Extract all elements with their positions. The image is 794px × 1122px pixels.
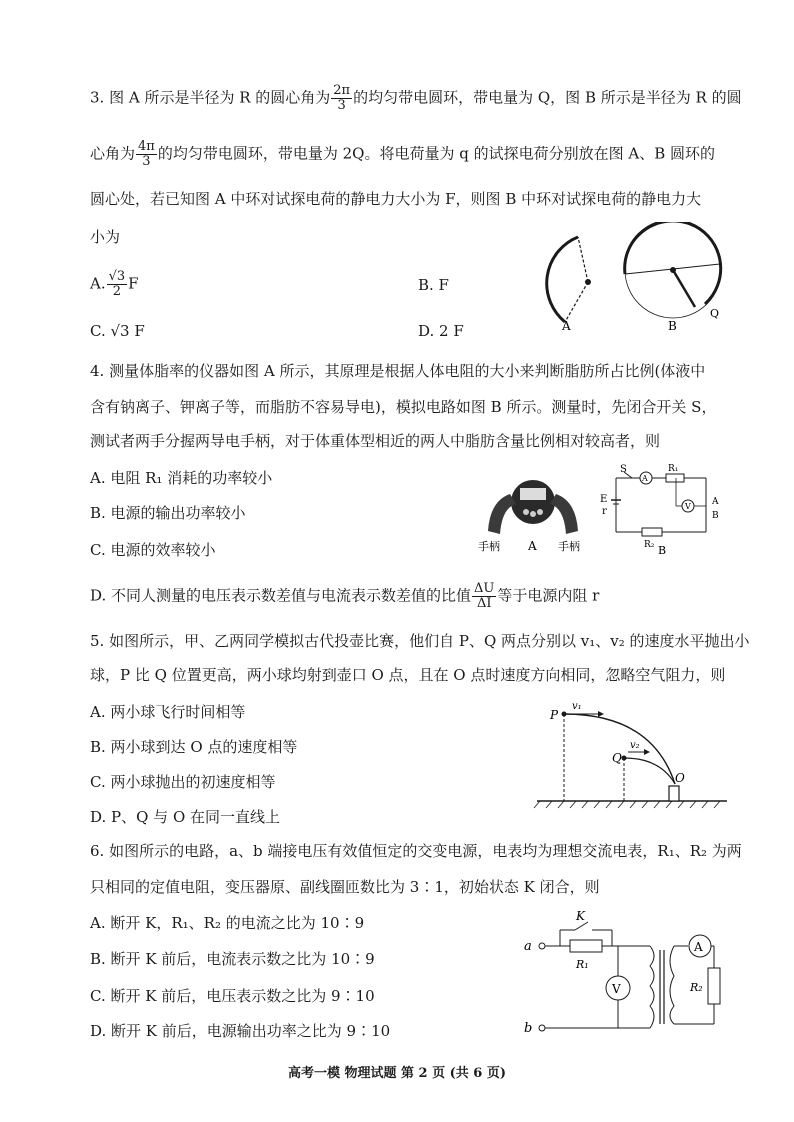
figure-a-label: A (528, 539, 537, 553)
q3-option-a-fraction (107, 270, 128, 299)
q4-line-2: 含有钠离子、钾离子等，而脂肪不容易导电)，模拟电路如图 B 所示。测量时，先闭合开关 S， (90, 398, 717, 416)
q6-option-c: C. 断开 K 前后，电压表示数之比为 9∶10 (90, 987, 375, 1005)
fraction-denominator: 3 (337, 98, 346, 113)
figure-a-left-label: 手柄 (478, 540, 500, 553)
primary-coil (650, 946, 654, 1028)
label-r1: R₁ (576, 958, 589, 971)
q5-option-a: A. 两小球飞行时间相等 (90, 703, 246, 721)
q5-option-d: D. P、Q 与 O 在同一直线上 (90, 808, 281, 826)
trajectory-q (624, 758, 675, 784)
fraction-denominator: 2 (112, 284, 122, 299)
device-button (530, 511, 536, 517)
arc-a (547, 237, 578, 322)
voltmeter-label: V (612, 982, 621, 996)
resistor-r2 (708, 968, 720, 1004)
resistor-r1 (666, 474, 684, 482)
q3-line-2 (90, 140, 715, 169)
q6-option-a: A. 断开 K，R₁、R₂ 的电流之比为 10∶9 (90, 914, 365, 932)
device-button (523, 509, 529, 515)
ground-hatch (618, 801, 624, 808)
ground-hatch (546, 801, 552, 808)
q3-figure-b (625, 222, 721, 333)
q4-line-3: 测试者两手分握两导电手柄，对于体重体型相近的两人中脂肪含量比例相对较高者，则 (90, 432, 661, 450)
q4-option-d (90, 582, 599, 611)
q5-line-2: 球，P 比 Q 位置更高，两小球均射到壶口 O 点，且在 O 点时速度方向相同，忽略空气阻力，则 (90, 666, 726, 684)
resistor-r1-label: R₁ (668, 464, 679, 474)
option-text: 等于电源内阻 r (497, 586, 600, 605)
ground-hatch (714, 801, 720, 808)
ground-hatch (594, 801, 600, 808)
option-letter: A. (90, 274, 106, 293)
trajectory-p (564, 714, 675, 784)
label-q: Q (612, 751, 622, 765)
q4-option-c: C. 电源的效率较小 (90, 541, 216, 559)
page-footer: 高考一模 物理试题 第 2 页 (共 6 页) (287, 1066, 507, 1081)
q3-figure-a (547, 237, 591, 333)
terminal-a-label: A (712, 497, 719, 507)
arc-b (625, 222, 721, 304)
ground-hatch (558, 801, 564, 808)
q6-line-2: 只相同的定值电阻，变压器原、副线圈匝数比为 3∶1，初始状态 K 闭合，则 (90, 878, 600, 896)
q3-text: 的均匀带电圆环，带电量为 Q，图 B 所示是半径为 R 的圆 (353, 88, 742, 107)
resistor-r1 (570, 940, 602, 952)
ammeter-label: A (694, 940, 703, 954)
ground-hatch (582, 801, 588, 808)
ground-hatch (654, 801, 660, 808)
q3-line-1 (90, 84, 742, 113)
label-p: P (550, 708, 559, 722)
q3-text: 3. 图 A 所示是半径为 R 的圆心角为 (90, 88, 331, 107)
label-o: O (675, 771, 685, 785)
q3-fraction-2pi-3 (331, 84, 352, 113)
arrowhead (598, 711, 604, 717)
radius-line (565, 282, 588, 322)
switch-label: S (620, 464, 627, 475)
label-a: a (524, 939, 532, 954)
q4-line-1: 4. 测量体脂率的仪器如图 A 所示，其原理是根据人体电阻的大小来判断脂肪所占比例(体液中 (90, 362, 706, 380)
q6-option-b: B. 断开 K 前后，电流表示数之比为 10∶9 (90, 950, 375, 968)
q4-figure-b (596, 462, 731, 557)
q4-option-a: A. 电阻 R₁ 消耗的功率较小 (90, 469, 273, 487)
resistor-r2-label: R₂ (644, 540, 655, 550)
battery-e-label: E (600, 494, 608, 505)
label-b: b (524, 1021, 533, 1036)
ground-hatch (642, 801, 648, 808)
fraction-numerator: √3 (108, 269, 126, 284)
ground-hatch (630, 801, 636, 808)
label-r2: R₂ (690, 981, 703, 994)
center-dot (670, 267, 676, 273)
switch-k (575, 922, 588, 930)
ground-hatch (678, 801, 684, 808)
q4-option-b: B. 电源的输出功率较小 (90, 504, 246, 522)
figure-b-label: B (658, 544, 667, 557)
option-text: D. 不同人测量的电压表示数差值与电流表示数差值的比值 (90, 586, 472, 605)
figure-b-charge-label: Q (710, 307, 720, 320)
terminal-b-label: B (712, 511, 719, 521)
q3-line-3: 圆心处，若已知图 A 中环对试探电荷的静电力大小为 F，则图 B 中环对试探电荷的静电力大 (90, 190, 702, 208)
device-button (537, 509, 543, 515)
center-dot (585, 279, 591, 285)
fraction-numerator: ΔU (474, 581, 495, 596)
q3-text: 的均匀带电圆环，带电量为 2Q。将电荷量为 q 的试探电荷分别放在图 A、B 圆环的 (157, 144, 715, 163)
pot-vase (669, 786, 679, 801)
fraction-denominator: 3 (142, 154, 151, 169)
terminal-a (539, 943, 545, 949)
ground-hatch (690, 801, 696, 808)
figure-a-label: A (562, 319, 571, 333)
figure-a-right-label: 手柄 (558, 540, 580, 553)
fraction-numerator: 2π (333, 83, 351, 98)
voltmeter-label: V (685, 502, 691, 511)
radius-line (578, 237, 588, 282)
left-handle (488, 494, 516, 534)
option-suffix: F (128, 274, 139, 293)
ground-hatch (570, 801, 576, 808)
radius-line (673, 270, 695, 307)
fraction-numerator: 4π (138, 139, 155, 154)
q3-option-d: D. 2 F (418, 322, 464, 340)
fraction-denominator: ΔI (476, 596, 492, 611)
battery-r-label: r (602, 506, 607, 517)
terminal-b (539, 1025, 545, 1031)
device-body (511, 480, 555, 524)
q5-figure (532, 700, 732, 818)
arrowhead (644, 749, 650, 755)
q3-option-c: C. √3 F (90, 322, 145, 340)
q5-option-c: C. 两小球抛出的初速度相等 (90, 773, 276, 791)
q3-figures (530, 222, 730, 337)
ground-hatch (702, 801, 708, 808)
q6-figure (520, 906, 730, 1044)
label-v2: v₂ (630, 740, 640, 751)
ground-hatch (666, 801, 672, 808)
resistor-r2 (642, 528, 662, 536)
q3-option-b: B. F (418, 276, 449, 294)
ammeter-label: A (642, 474, 648, 483)
label-k: K (576, 909, 585, 923)
q4-option-d-fraction (472, 582, 496, 611)
q6-line-1: 6. 如图所示的电路，a、b 端接电压有效值恒定的交变电源，电表均为理想交流电表，R₁、R₂ 为两 (90, 842, 742, 860)
right-handle (550, 494, 578, 534)
q3-fraction-4pi-3 (136, 140, 157, 169)
q6-option-d: D. 断开 K 前后，电源输出功率之比为 9∶10 (90, 1022, 391, 1040)
q5-line-1: 5. 如图所示，甲、乙两同学模拟古代投壶比赛，他们自 P、Q 两点分别以 v₁、v₂ 的速度水平抛出小 (90, 632, 750, 650)
device-display (520, 488, 546, 500)
q4-figure-a (478, 466, 588, 558)
figure-b-label: B (668, 319, 677, 333)
q3-text: 心角为 (90, 144, 136, 163)
ground-hatch (606, 801, 612, 808)
ground-hatch (534, 801, 540, 808)
q5-option-b: B. 两小球到达 O 点的速度相等 (90, 738, 298, 756)
q3-option-a (90, 270, 139, 299)
q3-line-4: 小为 (90, 228, 121, 246)
secondary-coil (670, 946, 674, 1024)
label-v1: v₁ (572, 701, 582, 712)
